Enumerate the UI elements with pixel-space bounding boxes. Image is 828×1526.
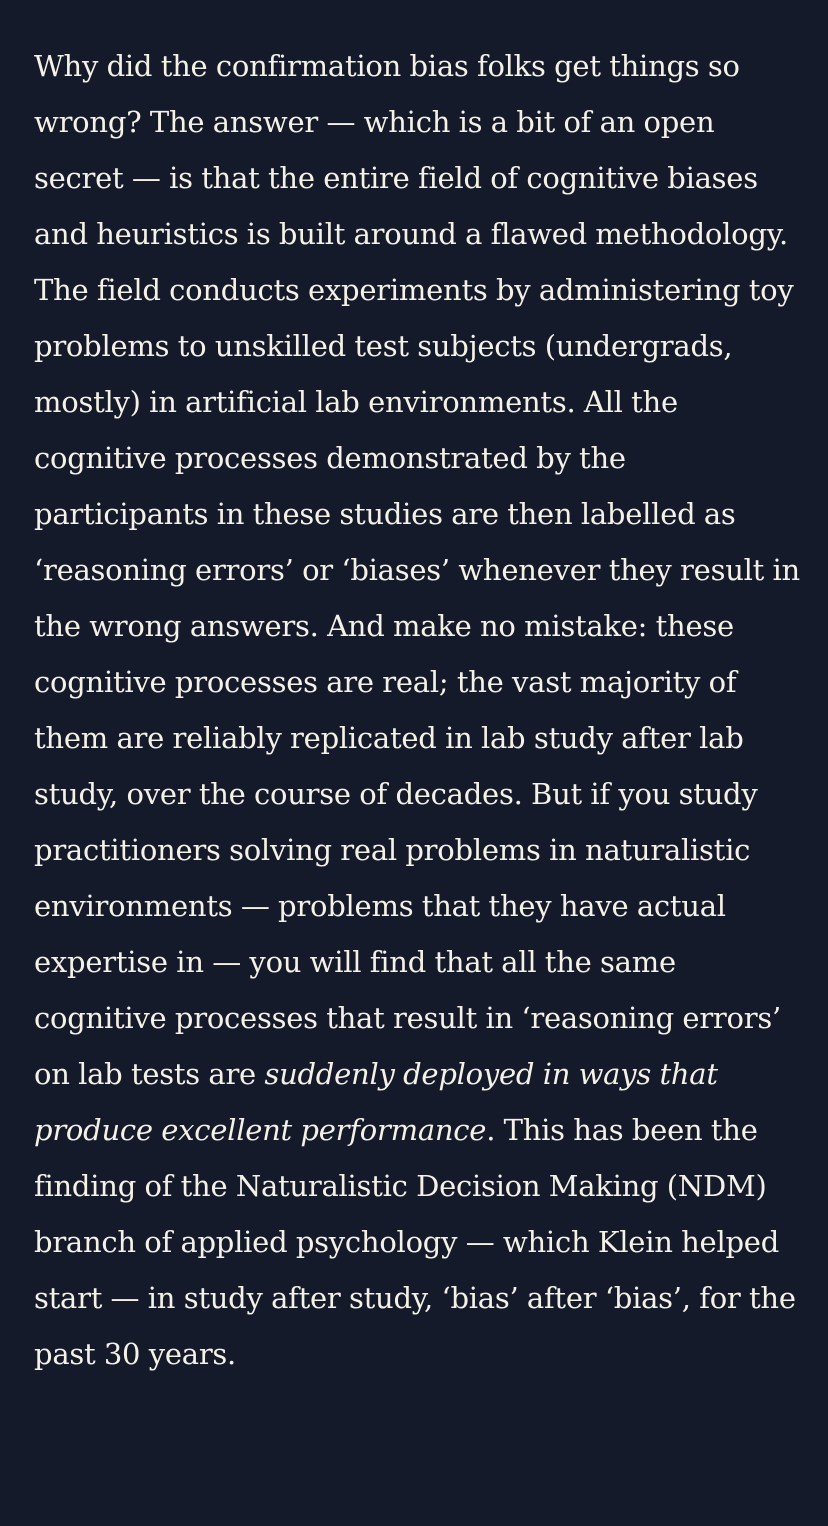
paragraph-text-segment-1: Why did the confirmation bias folks get things so wrong? The answer — which is a bit of an open secret — is that the entire field of cognitive biases and heuristics is built around a flawed methodology. The field conducts experiments by administering toy problems to unskilled test subjects (undergrads, mostly) in artificial lab environments. All the cognitive processes demonstrated by the participants in these studies are then labelled as ‘reasoning errors’ or ‘biases’ whenever they result in the wrong answers. And make no mistake: these cognitive processes are real; the vast majority of them are reliably replicated in lab study after lab study, over the course of decades. But if you study practitioners solving real problems in naturalistic environments — problems that they have actual expertise in — you will find that all the same cognitive processes that result in ‘reasoning errors’ on lab tests are <box>34 49 800 1091</box>
emphasized-text-segment: suddenly deployed in ways that produce excellent performance <box>34 1057 718 1147</box>
paragraph-text-segment-3: . This has been the finding of the Naturalistic Decision Making (NDM) branch of applied psychology — which Klein helped start — in study after study, ‘bias’ after ‘bias’, for the past 30 years. <box>34 1113 796 1371</box>
article-paragraph <box>34 38 800 1382</box>
